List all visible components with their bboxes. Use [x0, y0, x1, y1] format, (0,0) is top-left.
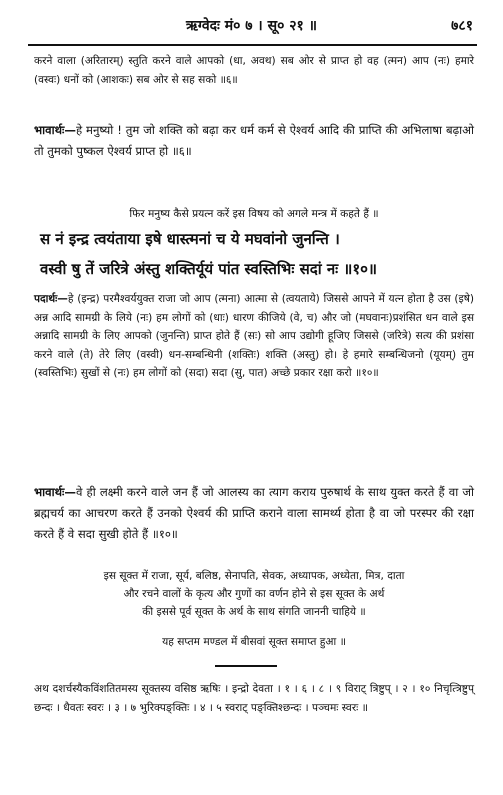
summary-line-1: इस सूक्त में राजा, सूर्य, बलिष्ठ, सेनापति, सेवक, अध्यापक, अध्येता, मित्र, दाता: [103, 570, 405, 582]
bhavartha-2: [34, 482, 474, 545]
padartha-text: हे (इन्द्र) परमैश्वर्ययुक्त राजा जो आप (त्मना) आत्मा से (त्वयताये) जिससे आपने में यत्न होता है उस (इषे) अन्न आदि सामग्री के लिये (नः) हम लोगों को (धाः) धारण कीजिये (वे, च) और जो (मघवानः)प्रशंसित धन वाले इस अन्नादि सामग्री के लिए आपको (जुनन्ति) प्राप्त होते हैं (सः) सो आप उद्योगी हूजिए जिससे (जरित्रे) सत्य की प्रशंसा करने वाले (ते) तेरे लिए (वस्वी) धन-सम्बन्धिनी (शक्तिः) शक्ति (अस्तु) हो। हे हमारे सम्बन्धिजनो (यूयम्) तुम (स्वस्तिभिः) सुखों से (नः) हम लोगों को (सदा) सदा (सु, पात) अच्छे प्रकार रक्षा करो ॥१०॥: [34, 293, 474, 379]
summary-line-3: की इससे पूर्व सूक्त के अर्थ के साथ संगति जाननी चाहिये ॥: [142, 606, 366, 618]
closing-line: यह सप्तम मण्डल में बीसवां सूक्त समाप्त हुआ ॥: [162, 636, 346, 648]
bhavartha-1-section: [34, 120, 474, 162]
mantra-line-2: वस्वी षु तें जरित्रे अंस्तु शक्तिर्यूयं पांत स्वस्तिभिः सदां नः ॥१०॥: [40, 260, 377, 278]
header-rule: [28, 44, 477, 46]
footer-note: अथ दशर्चस्यैकविंशतितमस्य सूक्तस्य वसिष्ठ ऋषिः । इन्द्रो देवता । १ । ६ । ८ । ९ विराट् त्रिष्टुप् । २ । १० निचृत्त्रिष्टुप् छन्दः । धैवतः स्वरः । ३ । ७ भुरिक्पङ्क्तिः । ४ । ५ स्वराट् पङ्क्तिश्छन्दः । पञ्चमः स्वरः ॥: [34, 683, 474, 714]
bhavartha-2-section: [34, 482, 474, 545]
page-number: ७८१: [451, 18, 473, 34]
transition-section: [34, 205, 474, 223]
bhavartha-1-label: भावार्थः—: [34, 123, 76, 137]
intro-section: [34, 52, 474, 89]
intro-paragraph: करने वाला (अरितारम्) स्तुति करने वाले आपको (धा, अवथ) सब ओर से प्राप्त हो वह (त्मन) आप (नः) हमारे (वस्वः) धनों को (आशकः) सब ओर से सह सको ॥६॥: [34, 55, 474, 86]
mantra-line-1: स नं इन्द्र त्वयंताया इषे धास्त्मनां च ये मघवांनो जुनन्ति ।: [40, 230, 340, 248]
summary-line-2: और रचने वालों के कृत्य और गुणों का वर्णन होने से इस सूक्त के अर्थ: [123, 588, 385, 600]
mantra-section: [40, 224, 480, 284]
section-divider: [215, 665, 277, 667]
padartha-section: [34, 290, 474, 383]
running-head: ऋग्वेदः मं० ७ । सू० २१ ॥: [185, 18, 318, 34]
bhavartha-2-text: वे ही लक्ष्मी करने वाले जन हैं जो आलस्य का त्याग कराय पुरुषार्थ के साथ युक्त करते हैं वा जो ब्रह्मचर्य का आचरण करते हैं उनको ऐश्वर्य की प्राप्ति कराने वाला सामर्थ्य होता है वा जो परस्पर की रक्षा करते हैं वे सदा सुखी होते हैं ॥१०॥: [34, 485, 474, 541]
transition-line: फिर मनुष्य कैसे प्रयत्न करें इस विषय को अगले मन्त्र में कहते हैं ॥: [129, 208, 379, 220]
bhavartha-2-label: भावार्थः—: [34, 485, 76, 499]
summary-section: [34, 567, 474, 621]
padartha: [34, 290, 474, 383]
closing-section: [34, 633, 474, 651]
page-header: [0, 16, 503, 42]
padartha-label: पदार्थः—: [34, 293, 68, 305]
bhavartha-1: [34, 120, 474, 162]
bhavartha-1-text: हे मनुष्यो ! तुम जो शक्ति को बढ़ा कर धर्म कर्म से ऐश्वर्य आदि की प्राप्ति की अभिलाषा बढ़ाओ तो तुमको पुष्कल ऐश्वर्य प्राप्त हो ॥६॥: [34, 123, 474, 158]
